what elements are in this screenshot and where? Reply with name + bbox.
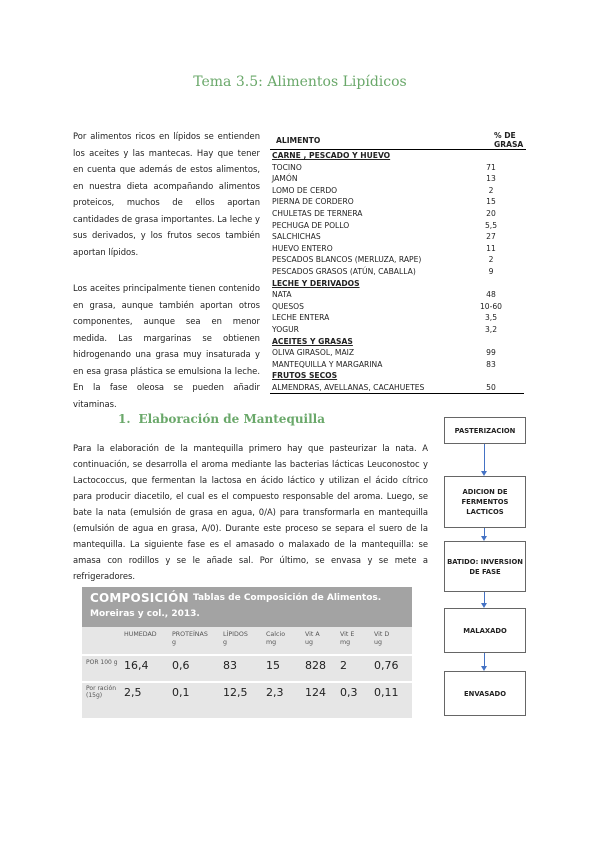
fat-table-food: SALCHICHAS [272,232,321,242]
fat-table-header-pct: % DE GRASA [454,131,526,150]
fat-table-value: 48 [486,290,496,300]
composition-cell: 828 [305,659,326,672]
composition-column-header [172,631,208,647]
composition-title: COMPOSICIÓN [90,591,189,605]
composition-column-label: PROTEÍNAS [172,631,208,638]
composition-cell: 83 [223,659,237,672]
fat-table-food: LECHE ENTERA [272,313,330,323]
composition-cell: 2,3 [266,686,284,699]
composition-column-label: Calcio [266,631,286,638]
composition-cell: 16,4 [124,659,149,672]
fat-table-food: PESCADOS BLANCOS (MERLUZA, RAPE) [272,255,422,265]
fat-table-value: 10-60 [479,301,503,311]
composition-table [82,587,412,718]
page-title: Tema 3.5: Alimentos Lipídicos [193,74,407,90]
fat-table-food: CHULETAS DE TERNERA [272,208,363,218]
composition-source: Tablas de Composición de Alimentos. [193,593,382,603]
composition-cell: 0,76 [374,659,399,672]
fat-table-value: 9 [488,266,494,276]
intro-paragraph-1 [73,128,260,260]
composition-cell: 0,11 [374,686,399,699]
fat-table-value: 71 [486,162,496,172]
composition-header [82,587,412,627]
flow-arrow [484,653,485,666]
fat-table-food: ALMENDRAS, AVELLANAS, CACAHUETES [272,382,425,392]
fat-table-value: 5,5 [484,220,498,230]
flow-arrow [484,528,485,536]
composition-column-label: HUMEDAD [124,631,157,638]
fat-table-category: ACEITES Y GRASAS [272,336,353,346]
composition-column-unit: mg [340,639,351,646]
composition-cell: 124 [305,686,326,699]
composition-cell: 0,1 [172,686,190,699]
fat-table-food: TOCINO [272,162,302,172]
flow-step: ADICION DE FERMENTOS LACTICOS [444,476,526,528]
composition-cell: 12,5 [223,686,248,699]
fat-table-row [270,220,526,232]
composition-column-unit: ug [374,639,382,646]
composition-column-label: LÍPIDOS [223,631,248,638]
fat-table-value: 3,2 [484,324,498,334]
fat-table-food: QUESOS [272,301,304,311]
composition-row-label: POR 100 g [86,659,118,666]
composition-column-unit: mg [266,639,277,646]
fat-table-row [270,185,526,197]
fat-table-value: 13 [486,174,496,184]
fat-table-row [270,289,526,301]
fat-table-row [270,324,526,336]
composition-row-divider [82,654,412,656]
flow-step: ENVASADO [444,671,526,716]
composition-column-unit: ug [305,639,313,646]
fat-table-row [270,162,526,174]
fat-table-row [270,231,526,243]
composition-column-header [374,631,389,647]
intro-paragraph-2 [73,280,260,412]
composition-cell: 2,5 [124,686,142,699]
composition-column-unit: g [172,639,176,646]
fat-table-row [270,301,526,313]
composition-column-header [305,631,320,647]
fat-table-food: LOMO DE CERDO [272,185,338,195]
fat-table-value: 2 [488,185,494,195]
fat-table-row [270,196,526,208]
fat-table-food: PIERNA DE CORDERO [272,197,354,207]
fat-table-value: 50 [486,382,496,392]
section-heading [118,412,325,426]
flow-step: BATIDO: INVERSION DE FASE [444,541,526,592]
fat-table-body [270,150,526,394]
flow-arrow [484,444,485,471]
intro-text-2: Los aceites principalmente tienen contenido en grasa, aunque también aportan otros componentes, aunque sea en menor medida. Las margarinas se obtienen hidrogenando una grasa muy insaturada y en esa grasa plástica se emulsiona la leche. En la fase oleosa se pueden añadir vitaminas. [73,283,260,409]
fat-table-row [270,254,526,266]
fat-table-category: FRUTOS SECOS [272,371,338,381]
flow-arrow [484,592,485,603]
section-title: Elaboración de Mantequilla [138,412,326,426]
composition-column-label: Vit D [374,631,390,638]
fat-table-value: 15 [486,197,496,207]
fat-table-food: NATA [272,290,292,300]
composition-column-header [340,631,354,647]
fat-table-row [270,347,526,359]
fat-table-row [270,266,526,278]
composition-column-header [266,631,285,647]
fat-table-value: 83 [486,359,496,369]
fat-table-category-row [270,370,526,382]
fat-table-category-row [270,150,526,162]
flow-step: MALAXADO [444,608,526,653]
fat-table-value: 2 [488,255,494,265]
fat-table-category: CARNE , PESCADO Y HUEVO [272,151,391,160]
fat-table-food: OLIVA GIRASOL, MAIZ [272,348,355,358]
fat-table-value: 27 [486,232,496,242]
composition-cell: 15 [266,659,280,672]
fat-table-category-row [270,278,526,290]
composition-column-header [124,631,157,639]
composition-column-label: Vit A [305,631,320,638]
fat-table-header-food: ALIMENTO [270,131,454,150]
fat-content-table [270,131,526,393]
fat-table-row [270,173,526,185]
composition-cell: 0,3 [340,686,358,699]
composition-column-label: Vit E [340,631,355,638]
fat-table-value: 3,5 [484,313,498,323]
fat-table-value: 99 [486,348,496,358]
fat-table-row [270,243,526,255]
fat-table-food: PECHUGA DE POLLO [272,220,350,230]
fat-table-row [270,382,526,394]
fat-table-row [270,312,526,324]
fat-table-value: 11 [486,243,496,253]
composition-row-divider [82,681,412,683]
fat-table-category: LECHE Y DERIVADOS [272,278,360,288]
composition-row-label: Por ración (15g) [86,685,117,699]
fat-table-food: MANTEQUILLA Y MARGARINA [272,359,383,369]
fat-table-food: HUEVO ENTERO [272,243,333,253]
fat-table-food: PESCADOS GRASOS (ATÚN, CABALLA) [272,266,416,276]
composition-column-header [223,631,248,647]
composition-cell: 0,6 [172,659,190,672]
composition-cell: 2 [340,659,347,672]
flow-step: PASTERIZACION [444,417,526,444]
fat-table-value: 20 [486,208,496,218]
intro-text-1: Por alimentos ricos en lípidos se entienden los aceites y las mantecas. Hay que tener en cuenta que además de estos alimentos, en nuestra dieta acompañando alimentos proteicos, muchos de ellos aportan cantidades de grasa importantes. La leche y sus derivados, y los frutos secos también aportan lípidos. [73,131,260,257]
fat-table-row [270,208,526,220]
section-body-text: Para la elaboración de la mantequilla primero hay que pasteurizar la nata. A continuación, se desarrolla el aroma mediante las bacterias lácticas Leuconostoc y Lactococcus, que fermentan la lactosa en ácido láctico y utilizan el ácido cítrico para producir diacetilo, el cual es el compuesto responsable del aroma. Luego, se bate la nata (emulsión de grasa en agua, 0/A) para transformarla en mantequilla (emulsión de agua en grasa, A/0). Durante este proceso se separa el suero de la mantequilla. La siguiente fase es el amasado o malaxado de la mantequilla: se amasa con rodillos y se le añade sal. Por último, se envasa y se mete a refrigeradores. [73,443,428,581]
section-number: 1. [118,412,131,426]
fat-table-category-row [270,336,526,348]
composition-source-author: Moreiras y col., 2013. [90,609,200,619]
fat-table-food: YOGUR [272,324,299,334]
fat-table-food: JAMÓN [272,174,298,184]
composition-column-unit: g [223,639,227,646]
fat-table-row [270,359,526,371]
